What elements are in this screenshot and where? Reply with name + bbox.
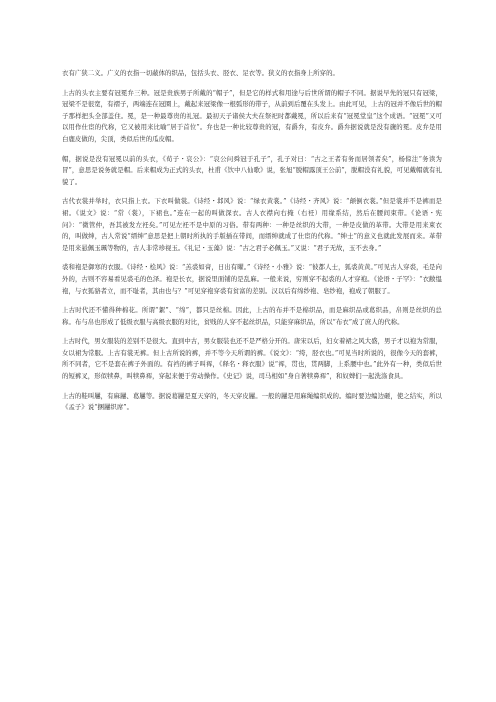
paragraph-hat: 帽，据说是没有冠冕以前的头衣，《荀子・哀公》：“哀公问舜冠于孔子”，孔子对曰：“古之王者有务而居领者矣”，杨倞注“务读为冒”，意思是说务就是帽。后来帽成为正式的头衣，杜甫《饮中八仙歌》说，张旭“脱帽露顶王公前”，脱帽没有礼貌，可见戴帽就有礼貌了。 bbox=[62, 154, 442, 186]
paragraph-upper-lower-garments: 古代衣裳并举时，衣只指上衣。下衣叫做裳。《诗经・邶风》说：“绿衣黄裳。”《诗经・齐风》说：“颠倒衣裳。”但是裳并不是裤而是裙。《说文》说：“常（裳），下裙也。”连在一起的叫做深衣。古人衣襟向右掩（右衽）用缘系结，然后在腰间束带。《论语・宪问》：“微管仲，吾其被发左衽矣。”可见左衽不是中原的习俗。带有两种：一种是丝织的大带，一种是皮做的革带。大带是用来束衣的，叫做绅，古人常说“缙绅”意思是把上朝时所执的手版插在带间，而缙绅就成了仕宦的代称。“绅士”的意义也就此发展而来。革带是用来悬佩玉珮等物的，古人非常珍视玉。《礼记・玉藻》说：“古之君子必佩玉。”又说：“君子无故，玉不去身。” bbox=[62, 197, 442, 252]
paragraph-intro: 衣有广狭二义。广义的衣指一切蔽体的织品，包括头衣、胫衣、足衣等。狭义的衣指身上所穿的。 bbox=[62, 69, 339, 77]
paragraph-trousers: 上古时代，男女服装的差别不是很大。直到中古，男女服装也还不是严格分开的。唐宋以后，妇女着裙之风大盛，男子才以袍为常服，女以裙为常服。上古有裳无裤。但上古所说的裤，并不等今天所谓的裤。《说文》：“绔，胫衣也。”可见当时所说的，很像今天的套裤，所不同者，它不是套在裤子外面的。有裆的裤子叫裈，《释名・释衣服》说“裈，贯也，贯两脚，上系腰中也。”此外有一种，类似后世的短裤叉，形似犊鼻，叫犊鼻裈，穿起来便于劳动操作。《史记》说，司马相如“身自著犊鼻裈”，和奴婢们一起洗涤食具。 bbox=[62, 337, 442, 381]
paragraph-fur-and-robe: 裘和袍是御寒的衣服。《诗经・桧风》说：“羔裘如膏，日出有曜。”《诗经・小雅》说：“彼都人士，狐裘黄黄。”可见古人穿裘，毛是向外的，古则不容易看见裘毛的色泽。袍是长衣，据说里面铺的是乱麻。一般来说，穷则穿不起裘的人才穿袍。《论语・子罕》：“衣敝缊袍，与衣狐貉者立，而不耻者，其由也与？”可见穿袍穿裘有贫富的差别。汉以后有绵纱袍、皂纱袍，袍成了朝服了。 bbox=[62, 263, 442, 295]
document-page bbox=[62, 68, 442, 422]
paragraph-fabrics: 上古时代还不懂得种棉花。所谓“絮”、“绵”，都只是丝棉。因此，上古的布并不是棉织品，而是麻织品或葛织品，帛则是丝织的总称。布与帛也形成了低级衣服与高级衣服的对比，贫贱的人穿不起丝织品，只能穿麻织品，所以“布衣”成了庶人的代称。 bbox=[62, 306, 442, 326]
paragraph-shoes: 上古的鞋叫屨，有麻屨、葛屨等。据说葛屨是夏天穿的，冬天穿皮屨。一般的屨是用麻绳编织成的。编时要边编边砸，使之结实，所以《孟子》说“捆屨织席”。 bbox=[62, 391, 442, 412]
paragraph-headwear: 上古的头衣主要有冠冕弁三种。冠是贵族男子所戴的“帽子”，但是它的样式和用途与后世所谓的帽子不同。据说早先的冠只有冠梁，冠梁不是很宽，有褶子，两端连在冠圈上，戴起来冠梁像一根弧形的带子，从前到后覆在头发上。由此可见，上古的冠并不像后世的帽子那样把头全部盖住。冕，是一种最尊贵的礼冠。最初天子诸侯大夫在祭祀时都戴冕，所以后来有“冠冕堂皇”这个成语。“冠冕”又可以用作仕宦的代称，它又被用来比喻“居于首位”。弁也是一种比较尊贵的冠，有爵弁，有皮弁。爵弁据说就是没有旒的冕。皮弁是用白鹿皮做的，尖顶，类似后世的瓜皮帽。 bbox=[62, 88, 442, 143]
